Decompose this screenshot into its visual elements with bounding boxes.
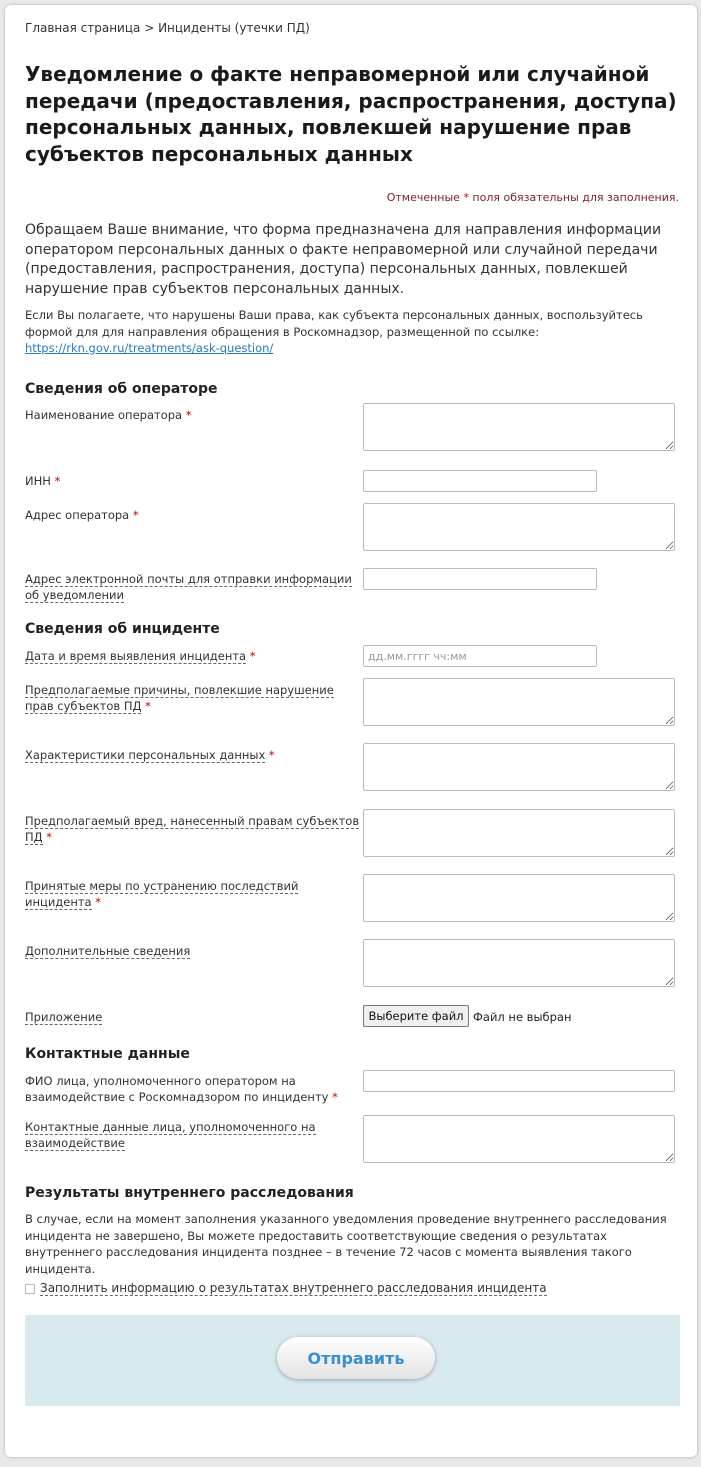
results-description: В случае, если на момент заполнения указанного уведомления проведение внутреннего расследования инцидента не завершено, Вы можете предоставить соответствующие сведения о результатах внутреннего расследования инцидента позднее – в течение 72 часов с момента выявления такого инцидента. [25,1212,667,1276]
measures-label: Принятые меры по устранению последствий инцидента * [25,879,299,909]
submit-area [25,1315,680,1406]
harm-label: Предполагаемый вред, нанесенный правам субъектов ПД * [25,814,360,844]
required-note-before: Отмеченные [386,191,464,204]
breadcrumb [25,21,310,35]
intro-text: Обращаем Ваше внимание, что форма предназначена для направления информации оператором персональных данных о факте неправомерной или случайной передачи (предоставления, распространения, доступа) персональных данных, повлекшей нарушение прав субъектов персональных данных. [25,222,662,297]
operator-name-label: Наименование оператора * [25,408,192,422]
additional-info-input[interactable] [363,939,675,987]
submit-button[interactable]: Отправить [277,1337,435,1379]
ask-question-link[interactable]: https://rkn.gov.ru/treatments/ask-question/ [25,341,274,355]
attachment-label: Приложение [25,1010,103,1024]
results-checkbox-label[interactable]: Заполнить информацию о результатах внутреннего расследования инцидента [40,1281,547,1295]
measures-input[interactable] [363,874,675,922]
harm-input[interactable] [363,809,675,857]
inn-label: ИНН * [25,474,61,488]
operator-address-input[interactable] [363,503,675,551]
results-checkbox[interactable] [25,1284,35,1294]
inn-input[interactable] [363,470,597,492]
form-page [5,5,697,1457]
operator-address-label: Адрес оператора * [25,508,139,522]
additional-info-label: Дополнительные сведения [25,944,191,958]
contacts-section-title: Контактные данные [25,1046,190,1062]
breadcrumb-home-link[interactable]: Главная страница [25,21,141,35]
choose-file-button[interactable]: Выберите файл [363,1005,469,1027]
operator-section-title: Сведения об операторе [25,381,218,397]
required-note-after: поля обязательны для заполнения. [468,191,679,204]
pd-characteristics-input[interactable] [363,743,675,791]
breadcrumb-separator: > [140,21,159,35]
rights-note-text: Если Вы полагаете, что нарушены Ваши права, как субъекта персональных данных, воспользуйтесь формой для для направления обращения в Роскомнадзор, размещенной по ссылке: [25,308,643,339]
contact-data-input[interactable] [363,1115,675,1163]
contact-data-label: Контактные данные лица, уполномоченного на взаимодействие [25,1120,316,1150]
required-fields-note [387,191,679,204]
authorized-person-label: ФИО лица, уполномоченного оператором на взаимодействие с Роскомнадзором по инциденту * [25,1074,338,1104]
breadcrumb-current[interactable]: Инциденты (утечки ПД) [158,21,310,35]
results-checkbox-row[interactable] [25,1281,547,1296]
authorized-person-input[interactable] [363,1070,675,1092]
operator-email-label: Адрес электронной почты для отправки информации об уведомлении [25,572,352,602]
required-star: * [463,191,469,204]
incident-section-title: Сведения об инциденте [25,621,220,637]
incident-causes-label: Предполагаемые причины, повлекшие нарушение прав субъектов ПД * [25,683,334,713]
file-status-text: Файл не выбран [473,1010,572,1024]
operator-email-input[interactable] [363,568,597,590]
incident-causes-input[interactable] [363,678,675,726]
incident-datetime-label: Дата и время выявления инцидента * [25,649,256,663]
incident-datetime-input[interactable] [363,645,597,667]
operator-name-input[interactable] [363,403,675,451]
pd-characteristics-label: Характеристики персональных данных * [25,748,275,762]
results-section-title: Результаты внутреннего расследования [25,1185,354,1201]
rights-note [25,307,685,357]
page-title: Уведомление о факте неправомерной или случайной передачи (предоставления, распространения, доступа) персональных данных, повлекшей нарушение прав субъектов персональных данных [25,62,677,166]
